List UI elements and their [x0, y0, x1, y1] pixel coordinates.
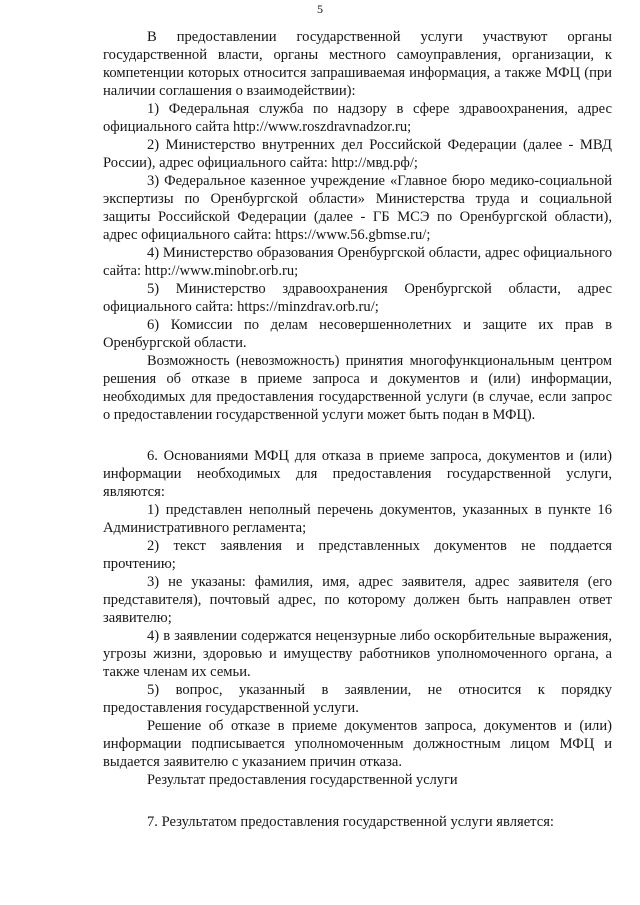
list-item: 1) Федеральная служба по надзору в сфере здравоохранения, адрес официального сайта http://www.roszdravnadzor.ru; [103, 101, 612, 135]
list-item: 4) в заявлении содержатся нецензурные либо оскорбительные выражения, угрозы жизни, здоровью и имуществу работников уполномоченного органа, а также членам их семьи. [103, 628, 612, 680]
page-number: 5 [317, 2, 323, 16]
list-item: 6) Комиссии по делам несовершеннолетних и защите их прав в Оренбургской области. [103, 317, 612, 351]
refusal-paragraph: Решение об отказе в приеме документов запроса, документов и (или) информации подписывается уполномоченным должностным лицом МФЦ и выдается заявителю с указанием причин отказа. [103, 718, 612, 770]
document-body [103, 28, 612, 831]
list-item: 4) Министерство образования Оренбургской области, адрес официального сайта: http://www.minobr.orb.ru; [103, 245, 612, 279]
list-item: 3) не указаны: фамилия, имя, адрес заявителя, адрес заявителя (его представителя), почтовый адрес, по которому должен быть направлен ответ заявителю; [103, 574, 612, 626]
list-item: 3) Федеральное казенное учреждение «Главное бюро медико-социальной экспертизы по Оренбургской области» Министерства труда и социальной защиты Российской Федерации (далее - ГБ МСЭ по Оренбургской области), адрес официального сайта: https://www.56.gbmse.ru/; [103, 173, 612, 243]
intro-paragraph: В предоставлении государственной услуги участвуют органы государственной власти, органы местного самоуправления, организации, к компетенции которых относится запрашиваемая информация, а также МФЦ (при наличии соглашения о взаимодействии): [103, 29, 612, 99]
list-item: 2) текст заявления и представленных документов не поддается прочтению; [103, 538, 612, 572]
result-heading: Результат предоставления государственной услуги [147, 772, 458, 788]
section-heading: Возможность (невозможность) принятия многофункциональным центром решения об отказе в приеме запроса и документов и (или) информации, необходимых для предоставления государственной услуги (в случае, если запрос о предоставлении государственной услуги может быть подан в МФЦ). [103, 353, 612, 423]
grounds-intro-paragraph: 6. Основаниями МФЦ для отказа в приеме запроса, документов и (или) информации необходимых для предоставления государственной услуги, являются: [103, 448, 612, 500]
list-item: 2) Министерство внутренних дел Российской Федерации (далее - МВД России), адрес официального сайта: http://мвд.рф/; [103, 137, 612, 171]
list-item: 1) представлен неполный перечень документов, указанных в пункте 16 Административного регламента; [103, 502, 612, 536]
result-paragraph: 7. Результатом предоставления государственной услуги является: [147, 814, 554, 830]
list-item: 5) вопрос, указанный в заявлении, не относится к порядку предоставления государственной услуги. [103, 682, 612, 716]
list-item: 5) Министерство здравоохранения Оренбургской области, адрес официального сайта: https://minzdrav.orb.ru/; [103, 281, 612, 315]
